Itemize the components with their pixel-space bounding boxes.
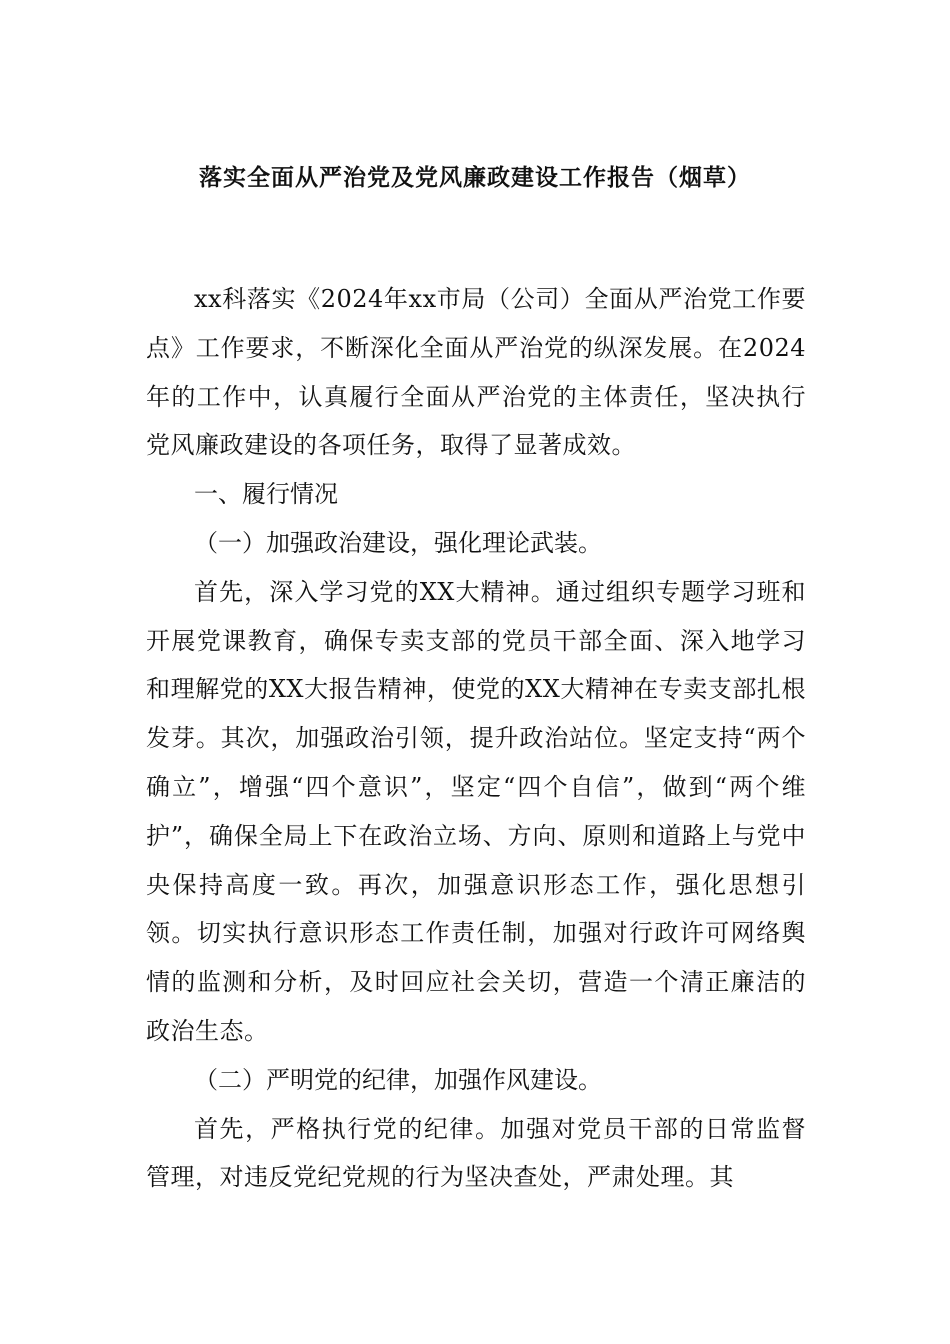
subsection-heading-discipline: （二）严明党的纪律，加强作风建设。: [194, 1065, 602, 1094]
political-building-paragraph: 首先，深入学习党的XX大精神。通过组织专题学习班和开展党课教育，确保专卖支部的党员干部全面、深入地学习和理解党的XX大报告精神，使党的XX大精神在专卖支部扎根发芽。其次，加强政治引领，提升政治站位。坚定支持“两个确立”，增强“四个意识”，坚定“四个自信”，做到“两个维护”，确保全局上下在政治立场、方向、原则和道路上与党中央保持高度一致。再次，加强意识形态工作，强化思想引领。切实执行意识形态工作责任制，加强对行政许可网络舆情的监测和分析，及时回应社会关切，营造一个清正廉洁的政治生态。: [146, 577, 806, 1045]
document-title: 落实全面从严治党及党风廉政建设工作报告（烟草）: [199, 165, 751, 191]
discipline-paragraph: 首先，严格执行党的纪律。加强对党员干部的日常监督管理，对违反党纪党规的行为坚决查处，严肃处理。其: [146, 1114, 806, 1192]
subsection-heading-political-building: （一）加强政治建设，强化理论武装。: [194, 528, 602, 557]
section-heading-performance: 一、履行情况: [194, 480, 338, 509]
intro-paragraph: xx科落实《2024年xx市局（公司）全面从严治党工作要点》工作要求，不断深化全面从严治党的纵深发展。在2024年的工作中，认真履行全面从严治党的主体责任，坚决执行党风廉政建设的各项任务，取得了显著成效。: [146, 285, 806, 460]
document-body: [146, 275, 806, 1202]
